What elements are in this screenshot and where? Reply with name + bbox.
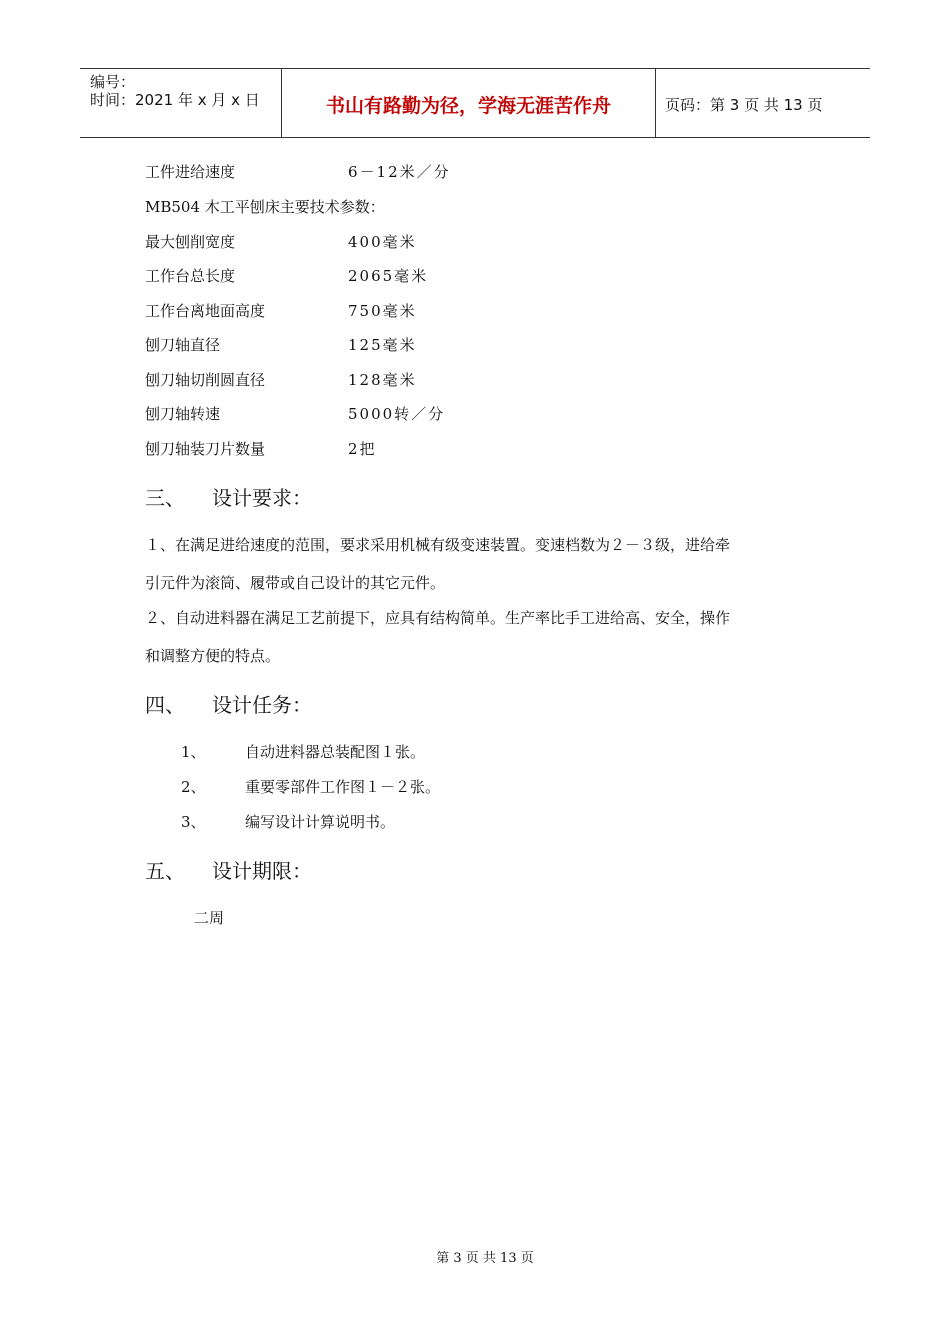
- section-heading-deadline: [145, 855, 312, 884]
- section-title: 设计任务：: [212, 693, 312, 717]
- header-meta: [90, 73, 260, 109]
- param-value: 125毫米: [348, 336, 417, 354]
- param-label: 工件进给速度: [145, 163, 236, 181]
- param-value: 128毫米: [348, 371, 417, 389]
- list-item-number: 3、: [181, 813, 206, 831]
- section-title: 设计要求：: [212, 486, 312, 510]
- document-date: 时间：2021 年 x 月 x 日: [90, 91, 260, 109]
- param-label: 刨刀轴切削圆直径: [145, 371, 266, 389]
- param-value: 6－12米／分: [348, 163, 451, 181]
- params-title: MB504 木工平刨床主要技术参数：: [145, 198, 385, 216]
- param-value: 2把: [348, 440, 377, 458]
- list-item-text: 编写设计计算说明书。: [245, 813, 396, 831]
- paragraph-line: 引元件为滚筒、履带或自己设计的其它元件。: [145, 574, 446, 592]
- param-value: 2065毫米: [348, 267, 429, 285]
- paragraph-line: ２、自动进料器在满足工艺前提下，应具有结构简单。生产率比手工进给高、安全，操作: [145, 609, 731, 627]
- param-value: 750毫米: [348, 302, 417, 320]
- deadline-text: 二周: [194, 909, 225, 927]
- section-heading-requirements: [145, 482, 312, 511]
- list-item-text: 重要零部件工作图１－２张。: [245, 778, 441, 796]
- section-number: 四、: [145, 693, 185, 717]
- section-heading-tasks: [145, 689, 312, 718]
- header-divider: [655, 69, 656, 137]
- paragraph-line: 和调整方便的特点。: [145, 647, 281, 665]
- param-label: 最大刨削宽度: [145, 233, 236, 251]
- param-label: 刨刀轴装刀片数量: [145, 440, 266, 458]
- param-label: 工作台总长度: [145, 267, 236, 285]
- param-label: 刨刀轴转速: [145, 405, 221, 423]
- list-item-number: 1、: [181, 743, 206, 761]
- param-value: 5000转／分: [348, 405, 446, 423]
- param-value: 400毫米: [348, 233, 417, 251]
- header-motto: 书山有路勤为径，学海无涯苦作舟: [325, 95, 611, 117]
- page-footer: 第 3 页 共 13 页: [436, 1251, 534, 1266]
- list-item-text: 自动进料器总装配图１张。: [245, 743, 426, 761]
- page-header: [80, 68, 870, 138]
- section-title: 设计期限：: [212, 859, 312, 883]
- param-label: 工作台离地面高度: [145, 302, 266, 320]
- section-number: 五、: [145, 859, 185, 883]
- header-page-number: 页码：第 3 页 共 13 页: [665, 96, 823, 114]
- paragraph-line: １、在满足进给速度的范围，要求采用机械有级变速装置。变速档数为２－３级，进给牵: [145, 536, 731, 554]
- section-number: 三、: [145, 486, 185, 510]
- list-item-number: 2、: [181, 778, 206, 796]
- document-number: 编号：: [90, 73, 136, 91]
- param-label: 刨刀轴直径: [145, 336, 221, 354]
